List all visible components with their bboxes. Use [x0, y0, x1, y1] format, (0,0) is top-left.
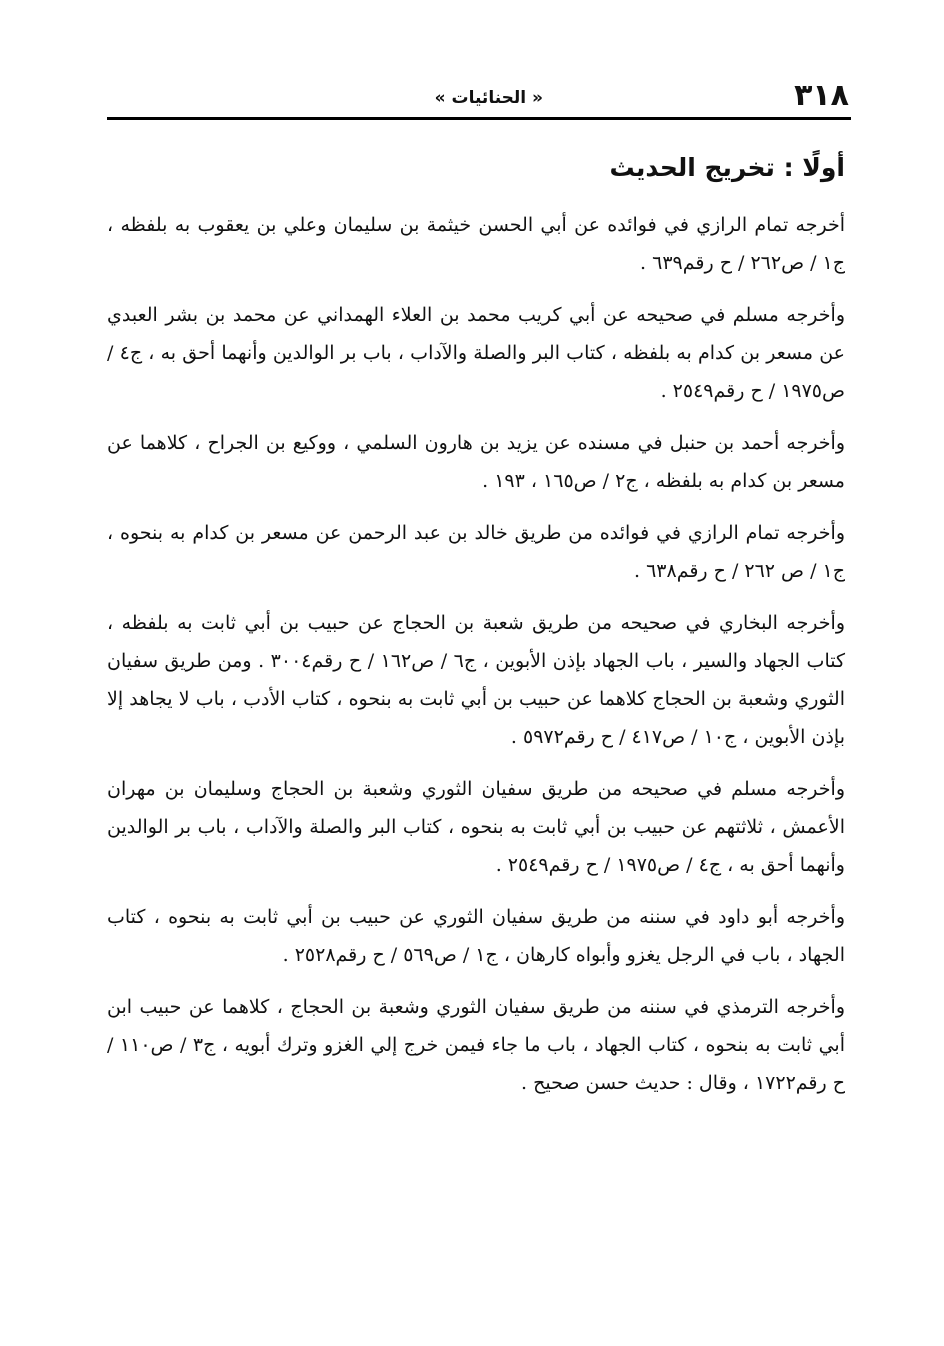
page-header	[107, 78, 851, 118]
paragraph-6: وأخرجه مسلم في صحيحه من طريق سفيان الثوري وشعبة بن الحجاج وسليمان بن مهران الأعمش ، ثلاثتهم عن حبيب بن أبي ثابت به بنحوه ، كتاب البر والصلة والآداب ، باب بر الوالدين وأنهما أحق به ، ج٤ / ص١٩٧٥ / ح رقم٢٥٤٩ .	[107, 778, 845, 876]
page-body	[107, 148, 845, 1116]
paragraph-1: أخرجه تمام الرازي في فوائده عن أبي الحسن خيثمة بن سليمان وعلي بن يعقوب به بلفظه ، ج١ / ص٢٦٢ / ح رقم٦٣٩ .	[107, 214, 845, 274]
section-title: أولًا : تخريج الحديث	[609, 153, 845, 182]
paragraph-4: وأخرجه تمام الرازي في فوائده من طريق خالد بن عبد الرحمن عن مسعر بن كدام به بنحوه ، ج١ / ص ٢٦٢ / ح رقم٦٣٨ .	[107, 522, 845, 582]
paragraph-2: وأخرجه مسلم في صحيحه عن أبي كريب محمد بن العلاء الهمداني عن محمد بن بشر العبدي عن مسعر بن كدام به بلفظه ، كتاب البر والصلة والآداب ، باب بر الوالدين وأنهما أحق به ، ج٤ / ص١٩٧٥ / ح رقم٢٥٤٩ .	[107, 304, 845, 402]
paragraph-5: وأخرجه البخاري في صحيحه من طريق شعبة بن الحجاج عن حبيب بن أبي ثابت به بلفظه ، كتاب الجهاد والسير ، باب الجهاد بإذن الأبوين ، ج٦ / ص١٦٢ / ح رقم٣٠٠٤ . ومن طريق سفيان الثوري وشعبة بن الحجاج كلاهما عن حبيب بن أبي ثابت به بنحوه ، كتاب الأدب ، باب لا يجاهد إلا بإذن الأبوين ، ج١٠ / ص٤١٧ / ح رقم٥٩٧٢ .	[107, 612, 846, 748]
header-divider	[107, 117, 851, 120]
paragraph-7: وأخرجه أبو داود في سننه من طريق سفيان الثوري عن حبيب بن أبي ثابت به بنحوه ، كتاب الجهاد ، باب في الرجل يغزو وأبواه كارهان ، ج١ / ص٥٦٩ / ح رقم٢٥٢٨ .	[107, 906, 845, 966]
paragraph-3: وأخرجه أحمد بن حنبل في مسنده عن يزيد بن هارون السلمي ، ووكيع بن الجراح ، كلاهما عن مسعر بن كدام به بلفظه ، ج٢ / ص١٦٥ ، ١٩٣ .	[107, 432, 845, 492]
paragraph-8: وأخرجه الترمذي في سننه من طريق سفيان الثوري وشعبة بن الحجاج ، كلاهما عن حبيب ابن أبي ثابت به بنحوه ، كتاب الجهاد ، باب ما جاء فيمن خرج إلي الغزو وترك أبويه ، ج٣ / ص١١٠ / ح رقم١٧٢٢ ، وقال : حديث حسن صحيح .	[107, 996, 845, 1094]
page-number: ٣١٨	[794, 78, 849, 113]
running-head: « الحنائيات »	[434, 88, 543, 108]
